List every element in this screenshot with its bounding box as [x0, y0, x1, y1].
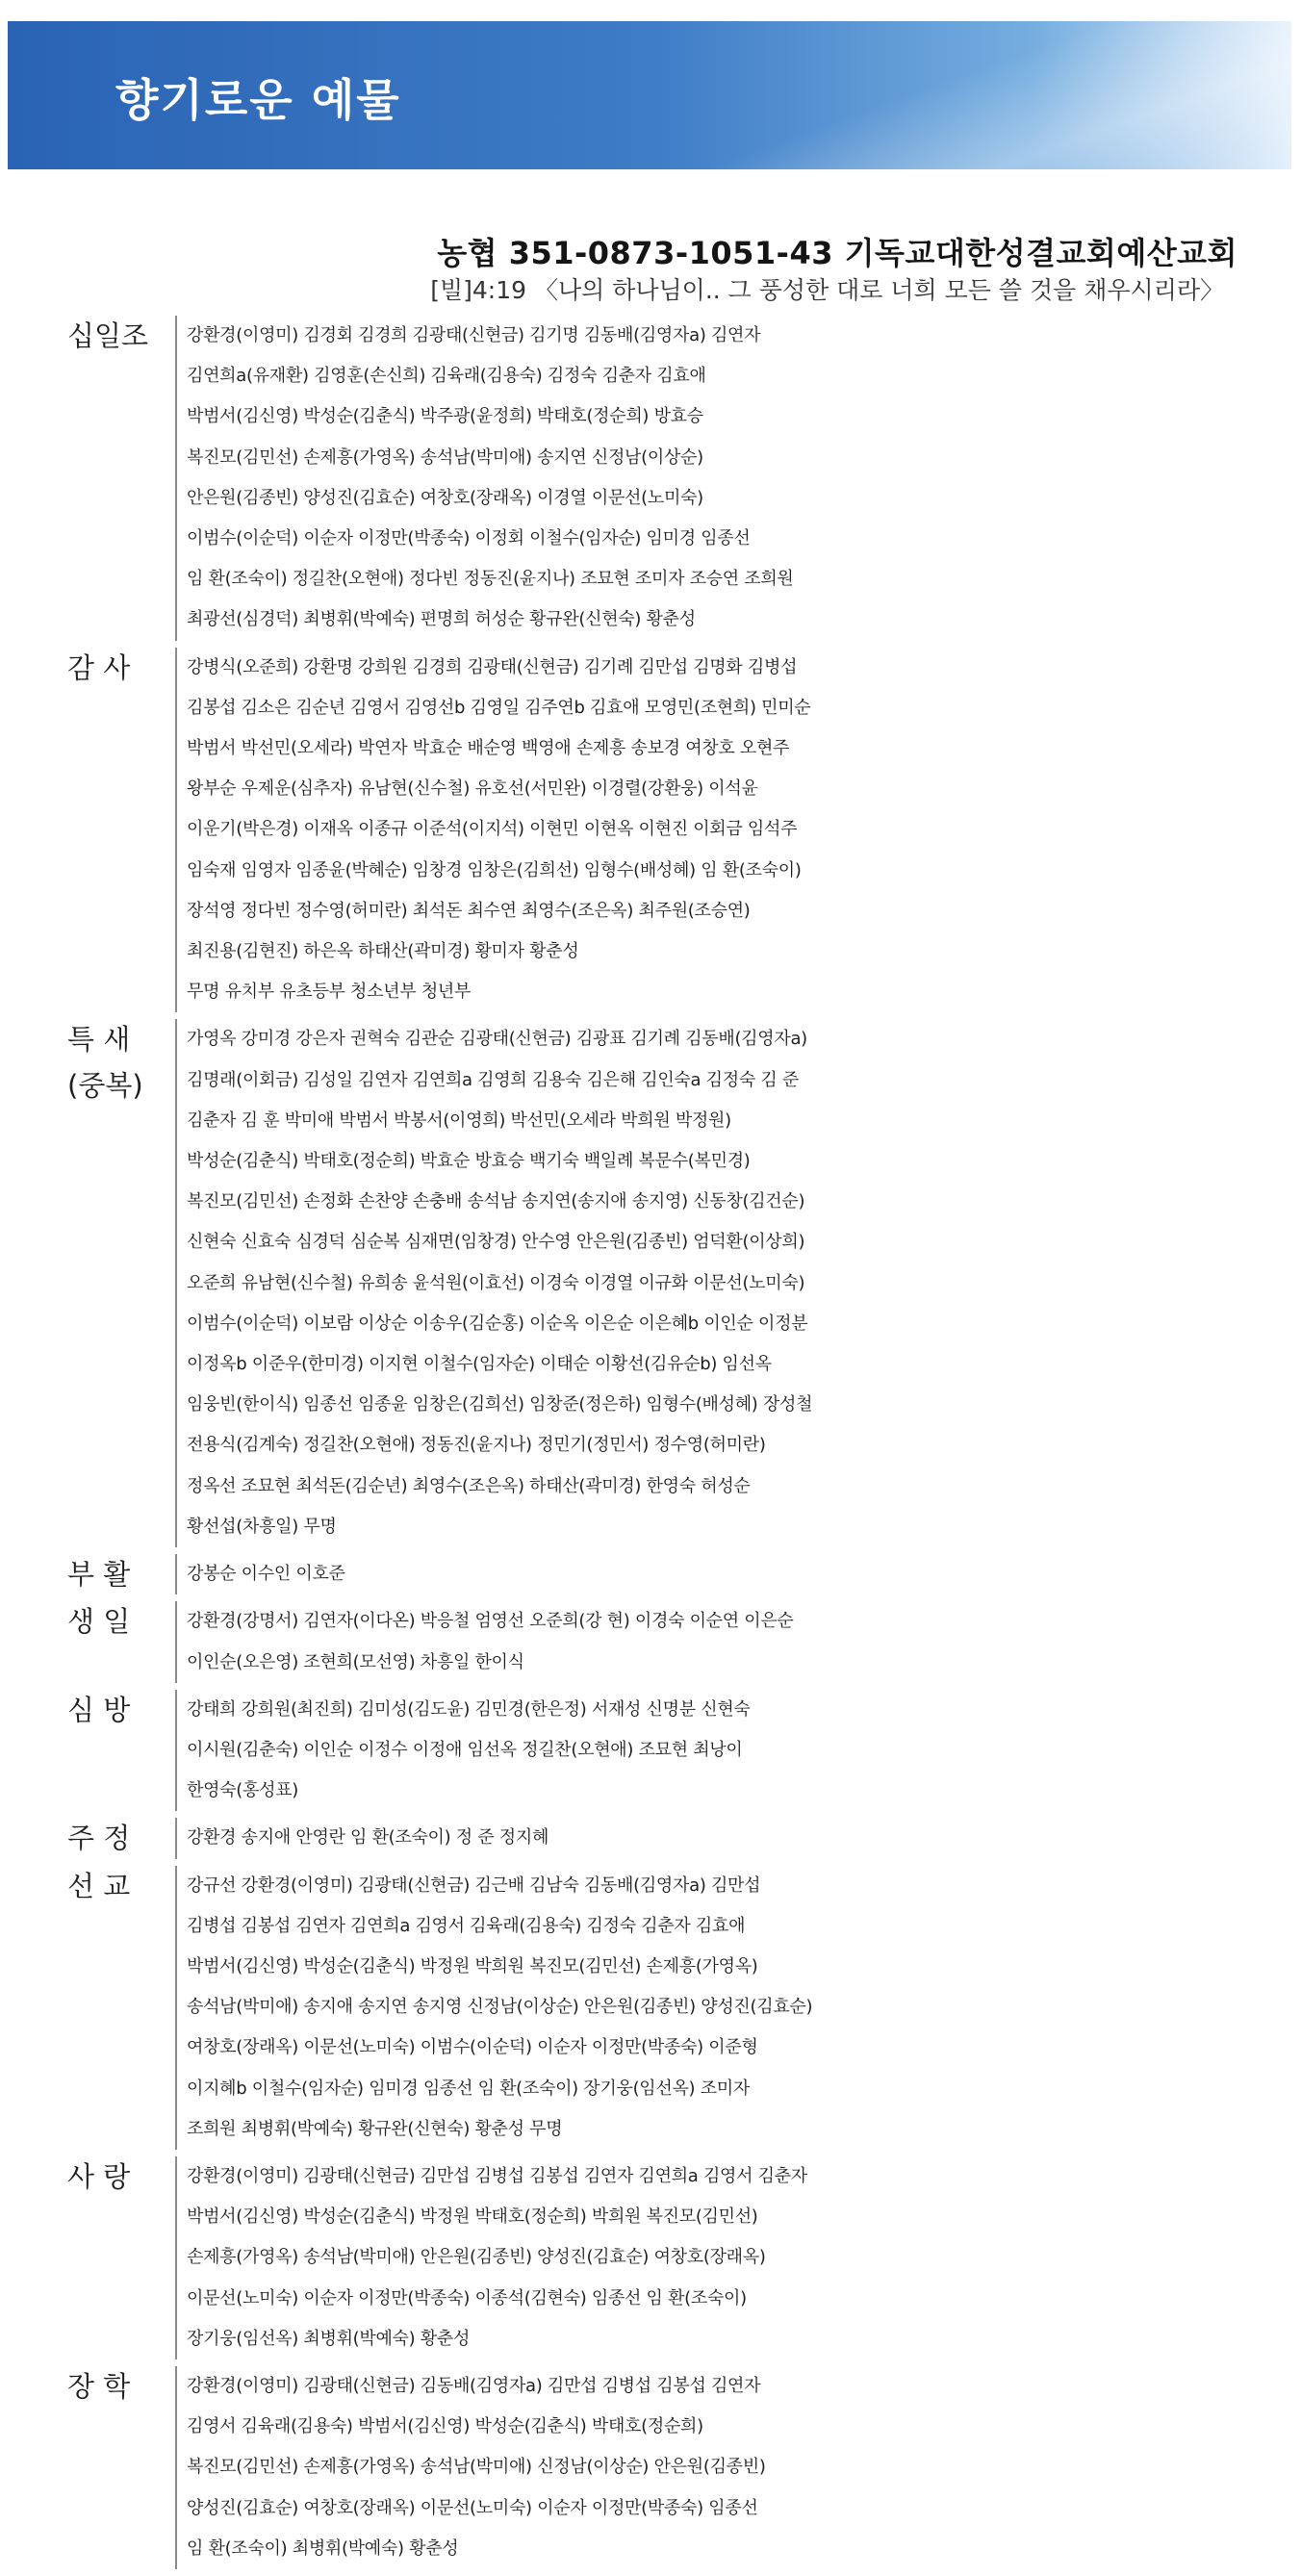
offering-section	[67, 316, 1251, 641]
names-line: 송석남(박미애) 송지애 송지연 송지영 신정남(이상순) 안은원(김종빈) 양성진(김효순)	[187, 1997, 813, 2018]
names-line: 이범수(이순덕) 이순자 이정만(박종숙) 이정회 이철수(임자순) 임미경 임종선	[187, 528, 751, 549]
names-line: 강환경 송지애 안영란 임 환(조숙이) 정 준 정지혜	[187, 1827, 549, 1849]
offering-section	[67, 648, 1251, 1013]
section-names	[175, 1019, 1251, 1547]
names-line: 강환경(이영미) 김광태(신현금) 김만섭 김병섭 김봉섭 김연자 김연희a 김영서 김춘자	[187, 2165, 807, 2186]
section-names	[175, 2156, 1251, 2359]
names-line: 박범서 박선민(오세라) 박연자 박효순 배순영 백영애 손제흥 송보경 여창호 오현주	[187, 738, 790, 759]
names-line: 김병섭 김봉섭 김연자 김연희a 김영서 김육래(김용숙) 김정숙 김춘자 김효애	[187, 1915, 746, 1936]
offering-section	[67, 1601, 1251, 1682]
names-line: 이범수(이순덕) 이보람 이상순 이송우(김순홍) 이순옥 이은순 이은혜b 이인순 이정분	[187, 1313, 808, 1334]
names-line: 복진모(김민선) 손정화 손찬양 손충배 송석남 송지연(송지애 송지영) 신동창(김건순)	[187, 1191, 805, 1212]
section-names	[175, 648, 1251, 1013]
section-label-text: 십일조	[67, 319, 149, 352]
offering-section	[67, 1019, 1251, 1547]
section-label-text: 부 활	[67, 1558, 131, 1592]
bible-verse: [빌]4:19 〈나의 하나님이.. 그 풍성한 대로 너희 모든 쓸 것을 채우시리라〉	[430, 276, 1224, 304]
section-label	[67, 2366, 175, 2569]
section-label-text: 선 교	[67, 1869, 131, 1902]
names-line: 손제흥(가영옥) 송석남(박미애) 안은원(김종빈) 양성진(김효순) 여창호(장래옥)	[187, 2247, 766, 2268]
section-label	[67, 2156, 175, 2359]
page-title: 향기로운 예물	[115, 74, 401, 126]
offering-list	[67, 316, 1251, 2576]
names-line: 김봉섭 김소은 김순년 김영서 김영선b 김영일 김주연b 김효애 모영민(조현희) 민미순	[187, 697, 811, 718]
names-line: 이지혜b 이철수(임자순) 임미경 임종선 임 환(조숙이) 장기웅(임선옥) 조미자	[187, 2078, 750, 2099]
names-line: 강환경(이영미) 김광태(신현금) 김동배(김영자a) 김만섭 김병섭 김봉섭 김연자	[187, 2375, 761, 2396]
names-line: 박범서(김신영) 박성순(김춘식) 박정원 박태호(정순희) 박희원 복진모(김민선)	[187, 2206, 758, 2228]
section-label	[67, 1866, 175, 2150]
section-label-text: 주 정	[67, 1822, 131, 1855]
names-line: 임웅빈(한이식) 임종선 임종윤 임창은(김희선) 임창준(정은하) 임형수(배성혜) 장성철	[187, 1394, 813, 1416]
names-line: 박범서(김신영) 박성순(김춘식) 박정원 박희원 복진모(김민선) 손제흥(가영옥)	[187, 1955, 758, 1977]
names-line: 장기웅(임선옥) 최병휘(박예숙) 황춘성	[187, 2328, 471, 2349]
names-line: 전용식(김계숙) 정길찬(오현애) 정동진(윤지나) 정민기(정민서) 정수영(허미란)	[187, 1435, 766, 1456]
bank-account: 농협 351-0873-1051-43 기독교대한성결교회예산교회	[437, 235, 1237, 271]
names-line: 강규선 강환경(이영미) 김광태(신현금) 김근배 김남숙 김동배(김영자a) 김만섭	[187, 1875, 761, 1896]
names-line: 강환경(강명서) 김연자(이다온) 박응철 엄영선 오준희(강 현) 이경숙 이순연 이은순	[187, 1611, 794, 1632]
names-line: 신현숙 신효숙 심경덕 심순복 심재면(임창경) 안수영 안은원(김종빈) 엄덕환(이상희)	[187, 1232, 805, 1253]
header-banner	[8, 21, 1291, 169]
names-line: 이인순(오은영) 조현희(모선영) 차흥일 한이식	[187, 1651, 524, 1672]
section-label-text: 심 방	[67, 1693, 131, 1726]
names-line: 강태희 강희원(최진희) 김미성(김도윤) 김민경(한은정) 서재성 신명분 신현숙	[187, 1698, 751, 1720]
offering-section	[67, 2366, 1251, 2569]
section-names	[175, 1866, 1251, 2150]
section-label	[67, 1818, 175, 1858]
names-line: 장석영 정다빈 정수영(허미란) 최석돈 최수연 최영수(조은옥) 최주원(조승연)	[187, 900, 751, 921]
names-line: 여창호(장래옥) 이문선(노미숙) 이범수(이순덕) 이순자 이정만(박종숙) 이준형	[187, 2037, 758, 2058]
names-line: 이문선(노미숙) 이순자 이정만(박종숙) 이종석(김현숙) 임종선 임 환(조숙이)	[187, 2287, 747, 2308]
section-label	[67, 1019, 175, 1547]
offering-section	[67, 1554, 1251, 1594]
section-label	[67, 648, 175, 1013]
section-label-text: 생 일	[67, 1605, 131, 1639]
section-label-text: 감 사	[67, 650, 131, 684]
names-line: 안은원(김종빈) 양성진(김효순) 여창호(장래옥) 이경열 이문선(노미숙)	[187, 487, 703, 508]
offering-section	[67, 1866, 1251, 2150]
names-line: 복진모(김민선) 손제흥(가영옥) 송석남(박미애) 송지연 신정남(이상순)	[187, 446, 703, 468]
names-line: 최진용(김현진) 하은옥 하태산(곽미경) 황미자 황춘성	[187, 941, 579, 962]
names-line: 이시원(김춘숙) 이인순 이정수 이정애 임선옥 정길찬(오현애) 조묘현 최낭이	[187, 1739, 743, 1760]
section-label-text: 장 학	[67, 2369, 131, 2403]
names-line: 임 환(조숙이) 정길찬(오현애) 정다빈 정동진(윤지나) 조묘현 조미자 조승연 조희원	[187, 569, 794, 590]
names-line: 최광선(심경덕) 최병휘(박예숙) 편명희 허성순 황규완(신현숙) 황춘성	[187, 609, 696, 630]
names-line: 강봉순 이수인 이호준	[187, 1564, 345, 1585]
names-line: 이운기(박은경) 이재옥 이종규 이준석(이지석) 이현민 이현옥 이현진 이회금 임석주	[187, 819, 798, 840]
names-line: 박범서(김신영) 박성순(김춘식) 박주광(윤정희) 박태호(정순희) 방효승	[187, 406, 703, 427]
names-line: 조희원 최병휘(박예숙) 황규완(신현숙) 황춘성 무명	[187, 2118, 563, 2139]
offering-section	[67, 1690, 1251, 1812]
section-names	[175, 1818, 1251, 1858]
names-line: 정옥선 조묘현 최석돈(김순년) 최영수(조은옥) 하태산(곽미경) 한영숙 허성순	[187, 1475, 751, 1496]
section-label	[67, 1601, 175, 1682]
names-line: 임 환(조숙이) 최병휘(박예숙) 황춘성	[187, 2538, 459, 2559]
section-label	[67, 316, 175, 641]
section-names	[175, 1690, 1251, 1812]
names-line: 김연희a(유재환) 김영훈(손신희) 김육래(김용숙) 김정숙 김춘자 김효애	[187, 366, 706, 387]
names-line: 김영서 김육래(김용숙) 박범서(김신영) 박성순(김춘식) 박태호(정순희)	[187, 2416, 703, 2437]
names-line: 이정옥b 이준우(한미경) 이지현 이철수(임자순) 이태순 이황선(김유순b) 임선옥	[187, 1354, 772, 1375]
names-line: 박성순(김춘식) 박태호(정순희) 박효순 방효승 백기숙 백일례 복문수(복민경)	[187, 1151, 751, 1172]
section-label	[67, 1554, 175, 1594]
names-line: 강환경(이영미) 김경회 김경희 김광태(신현금) 김기명 김동배(김영자a) 김연자	[187, 325, 761, 345]
section-names	[175, 1601, 1251, 1682]
names-line: 김춘자 김 훈 박미애 박범서 박봉서(이영희) 박선민(오세라 박희원 박정원)	[187, 1109, 731, 1131]
names-line: 무명 유치부 유초등부 청소년부 청년부	[187, 982, 472, 1003]
names-line: 양성진(김효순) 여창호(장래옥) 이문선(노미숙) 이순자 이정만(박종숙) 임종선	[187, 2497, 758, 2518]
section-names	[175, 316, 1251, 641]
offering-section	[67, 2156, 1251, 2359]
section-names	[175, 1554, 1251, 1594]
names-line: 황선섭(차흥일) 무명	[187, 1516, 337, 1537]
names-line: 오준희 유남현(신수철) 유희송 윤석원(이효선) 이경숙 이경열 이규화 이문선(노미숙)	[187, 1272, 805, 1293]
names-line: 김명래(이회금) 김성일 김연자 김연희a 김영희 김용숙 김은해 김인숙a 김정숙 김 준	[187, 1069, 799, 1090]
names-line: 왕부순 우제운(심추자) 유남현(신수철) 유호선(서민완) 이경렬(강환웅) 이석윤	[187, 778, 758, 800]
section-label-text: 사 랑	[67, 2159, 131, 2193]
section-label-text: 특 새	[67, 1023, 131, 1057]
section-label-sub: (중복)	[67, 1069, 143, 1103]
names-line: 강병식(오준희) 강환명 강희원 김경희 김광태(신현금) 김기례 김만섭 김명화 김병섭	[187, 656, 798, 677]
section-label	[67, 1690, 175, 1812]
names-line: 복진모(김민선) 손제흥(가영옥) 송석남(박미애) 신정남(이상순) 안은원(김종빈)	[187, 2457, 766, 2478]
names-line: 한영숙(홍성표)	[187, 1780, 298, 1801]
section-names	[175, 2366, 1251, 2569]
names-line: 가영옥 강미경 강은자 권혁숙 김관순 김광태(신현금) 김광표 김기례 김동배(김영자a)	[187, 1029, 807, 1050]
names-line: 임숙재 임영자 임종윤(박혜순) 임창경 임창은(김희선) 임형수(배성혜) 임 환(조숙이)	[187, 859, 802, 880]
offering-section	[67, 1818, 1251, 1858]
